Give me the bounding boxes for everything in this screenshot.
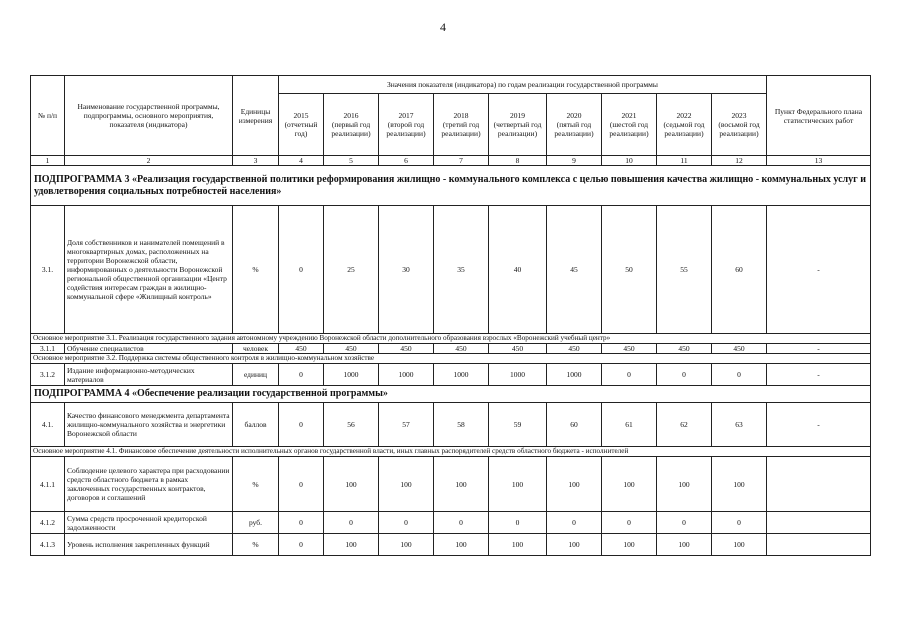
row-value: 0	[279, 364, 324, 386]
row-value: 1000	[379, 364, 434, 386]
header-unit: Единицы измерения	[233, 76, 279, 156]
row-value: 450	[547, 344, 602, 354]
row-name: Соблюдение целевого характера при расходовании средств областного бюджета в рамках заключенных государственных контрактов, договоров и соглашений	[65, 457, 233, 512]
row-num: 4.1.2	[31, 512, 65, 534]
row-value: 100	[379, 457, 434, 512]
row-name: Доля собственников и нанимателей помещений в многоквартирных домах, расположенных на территории Воронежской области, информированных о деятельности Воронежской региональной общественной организации «Центр содействия интересам граждан в жилищно-коммунальной сфере «Жилищный контроль»	[65, 206, 233, 334]
column-number: 8	[489, 156, 547, 166]
row-value: 450	[657, 344, 712, 354]
year-header	[657, 94, 712, 156]
row-value: 0	[279, 403, 324, 447]
row-value: 63	[712, 403, 767, 447]
row-value: 100	[657, 457, 712, 512]
column-number: 6	[379, 156, 434, 166]
year-label: 2022	[676, 111, 692, 120]
column-number: 4	[279, 156, 324, 166]
row-value: 450	[324, 344, 379, 354]
row-value: 0	[712, 364, 767, 386]
row-value: 0	[324, 512, 379, 534]
column-numbers-row	[31, 156, 871, 166]
row-unit: %	[233, 457, 279, 512]
row-value: 40	[489, 206, 547, 334]
table-row	[31, 364, 871, 386]
header-values: Значения показателя (индикатора) по годам реализации государственной программы	[279, 76, 767, 94]
row-value: 100	[489, 457, 547, 512]
year-header	[379, 94, 434, 156]
year-label: 2019	[510, 111, 525, 120]
year-note: (третий год реализации)	[441, 120, 481, 138]
row-unit: руб.	[233, 512, 279, 534]
column-number: 10	[602, 156, 657, 166]
row-value: 100	[712, 534, 767, 556]
row-unit: %	[233, 534, 279, 556]
row-value: 450	[712, 344, 767, 354]
indicators-table	[30, 75, 871, 556]
year-header	[279, 94, 324, 156]
row-value: 0	[279, 534, 324, 556]
row-value: 60	[712, 206, 767, 334]
row-value: 59	[489, 403, 547, 447]
row-value: 100	[602, 457, 657, 512]
row-value: 0	[279, 206, 324, 334]
row-value: 0	[657, 512, 712, 534]
year-note: (второй год реализации)	[386, 120, 426, 138]
row-value: 450	[379, 344, 434, 354]
row-num: 4.1.1	[31, 457, 65, 512]
year-header	[324, 94, 379, 156]
row-value: 45	[547, 206, 602, 334]
row-value: 0	[602, 364, 657, 386]
table-row	[31, 512, 871, 534]
table-row	[31, 457, 871, 512]
row-value: 100	[547, 457, 602, 512]
row-value: 0	[379, 512, 434, 534]
row-value: 35	[434, 206, 489, 334]
year-note: (пятый год реализации)	[554, 120, 594, 138]
row-value: 450	[489, 344, 547, 354]
row-unit: человек	[233, 344, 279, 354]
column-number: 3	[233, 156, 279, 166]
row-plan: -	[767, 403, 871, 447]
row-value: 100	[547, 534, 602, 556]
row-value: 0	[547, 512, 602, 534]
year-note: (первый год реализации)	[331, 120, 371, 138]
row-value: 62	[657, 403, 712, 447]
row-value: 100	[489, 534, 547, 556]
column-number: 2	[65, 156, 233, 166]
row-value: 1000	[434, 364, 489, 386]
column-number: 13	[767, 156, 871, 166]
subprogram-4-title: ПОДПРОГРАММА 4 «Обеспечение реализации государственной программы»	[31, 386, 871, 403]
year-label: 2017	[398, 111, 414, 120]
row-plan	[767, 512, 871, 534]
row-value: 0	[657, 364, 712, 386]
year-label: 2018	[453, 111, 469, 120]
row-name: Обучение специалистов	[65, 344, 233, 354]
row-value: 1000	[489, 364, 547, 386]
column-number: 12	[712, 156, 767, 166]
year-label: 2021	[621, 111, 637, 120]
year-label: 2016	[343, 111, 359, 120]
row-value: 0	[712, 512, 767, 534]
row-value: 25	[324, 206, 379, 334]
row-value: 30	[379, 206, 434, 334]
table-row	[31, 344, 871, 354]
row-value: 55	[657, 206, 712, 334]
year-header	[602, 94, 657, 156]
row-plan: -	[767, 364, 871, 386]
row-name: Уровень исполнения закрепленных функций	[65, 534, 233, 556]
row-value: 100	[379, 534, 434, 556]
row-value: 0	[279, 512, 324, 534]
row-value: 56	[324, 403, 379, 447]
row-value: 450	[279, 344, 324, 354]
year-note: (четвертый год реализации)	[493, 120, 542, 138]
page-number: 4	[440, 20, 446, 34]
year-note: (восьмой год реализации)	[718, 120, 760, 138]
row-value: 100	[712, 457, 767, 512]
row-num: 3.1.1	[31, 344, 65, 354]
row-value: 50	[602, 206, 657, 334]
row-plan	[767, 534, 871, 556]
table-row	[31, 206, 871, 334]
column-number: 7	[434, 156, 489, 166]
table-row	[31, 403, 871, 447]
row-value: 0	[434, 512, 489, 534]
year-note: (седьмой год реализации)	[663, 120, 705, 138]
header-name: Наименование государственной программы, подпрограммы, основного мероприятия, показателя (индикатора)	[65, 76, 233, 156]
row-name: Качество финансового менеджмента департамента жилищно-коммунального хозяйства и энергетики Воронежской области	[65, 403, 233, 447]
row-value: 100	[324, 457, 379, 512]
column-number: 1	[31, 156, 65, 166]
row-num: 3.1.	[31, 206, 65, 334]
year-header	[547, 94, 602, 156]
column-number: 5	[324, 156, 379, 166]
row-num: 3.1.2	[31, 364, 65, 386]
subprogram-3-title: ПОДПРОГРАММА 3 «Реализация государственной политики реформирования жилищно - коммунального комплекса с целью повышения качества жилищно - коммунальных услуг и удовлетворения социальных потребностей населения»	[31, 166, 871, 206]
year-header	[434, 94, 489, 156]
row-value: 61	[602, 403, 657, 447]
row-unit: единиц	[233, 364, 279, 386]
row-value: 100	[324, 534, 379, 556]
year-note: (шестой год реализации)	[609, 120, 649, 138]
row-name: Издание информационно-методических материалов	[65, 364, 233, 386]
year-header	[712, 94, 767, 156]
row-value: 100	[434, 534, 489, 556]
year-label: 2020	[566, 111, 582, 120]
row-name: Сумма средств просроченной кредиторской задолженности	[65, 512, 233, 534]
row-plan	[767, 457, 871, 512]
row-value: 450	[434, 344, 489, 354]
column-number: 9	[547, 156, 602, 166]
column-number: 11	[657, 156, 712, 166]
row-value: 100	[434, 457, 489, 512]
year-label: 2023	[731, 111, 747, 120]
row-value: 0	[602, 512, 657, 534]
year-header	[489, 94, 547, 156]
row-value: 1000	[547, 364, 602, 386]
row-value: 58	[434, 403, 489, 447]
row-unit: %	[233, 206, 279, 334]
header-num: № п/п	[31, 76, 65, 156]
event-3-1: Основное мероприятие 3.1. Реализация государственного задания автономному учреждению Воронежской области дополнительного образования взрослых «Воронежский учебный центр»	[31, 334, 871, 344]
header-plan: Пункт Федерального плана статистических работ	[767, 76, 871, 156]
year-note: (отчетный год)	[284, 120, 318, 138]
table-row	[31, 534, 871, 556]
row-value: 57	[379, 403, 434, 447]
row-value: 60	[547, 403, 602, 447]
row-value: 100	[602, 534, 657, 556]
row-num: 4.1.3	[31, 534, 65, 556]
row-plan: -	[767, 344, 871, 354]
year-label: 2015	[293, 111, 309, 120]
row-plan: -	[767, 206, 871, 334]
row-value: 0	[279, 457, 324, 512]
event-4-1: Основное мероприятие 4.1. Финансовое обеспечение деятельности исполнительных органов государственной власти, иных главных распорядителей средств областного бюджета - исполнителей	[31, 447, 871, 457]
row-value: 100	[657, 534, 712, 556]
event-3-2: Основное мероприятие 3.2. Поддержка системы общественного контроля в жилищно-коммунальном хозяйстве	[31, 354, 871, 364]
row-value: 1000	[324, 364, 379, 386]
row-value: 0	[489, 512, 547, 534]
row-value: 450	[602, 344, 657, 354]
row-num: 4.1.	[31, 403, 65, 447]
row-unit: баллов	[233, 403, 279, 447]
